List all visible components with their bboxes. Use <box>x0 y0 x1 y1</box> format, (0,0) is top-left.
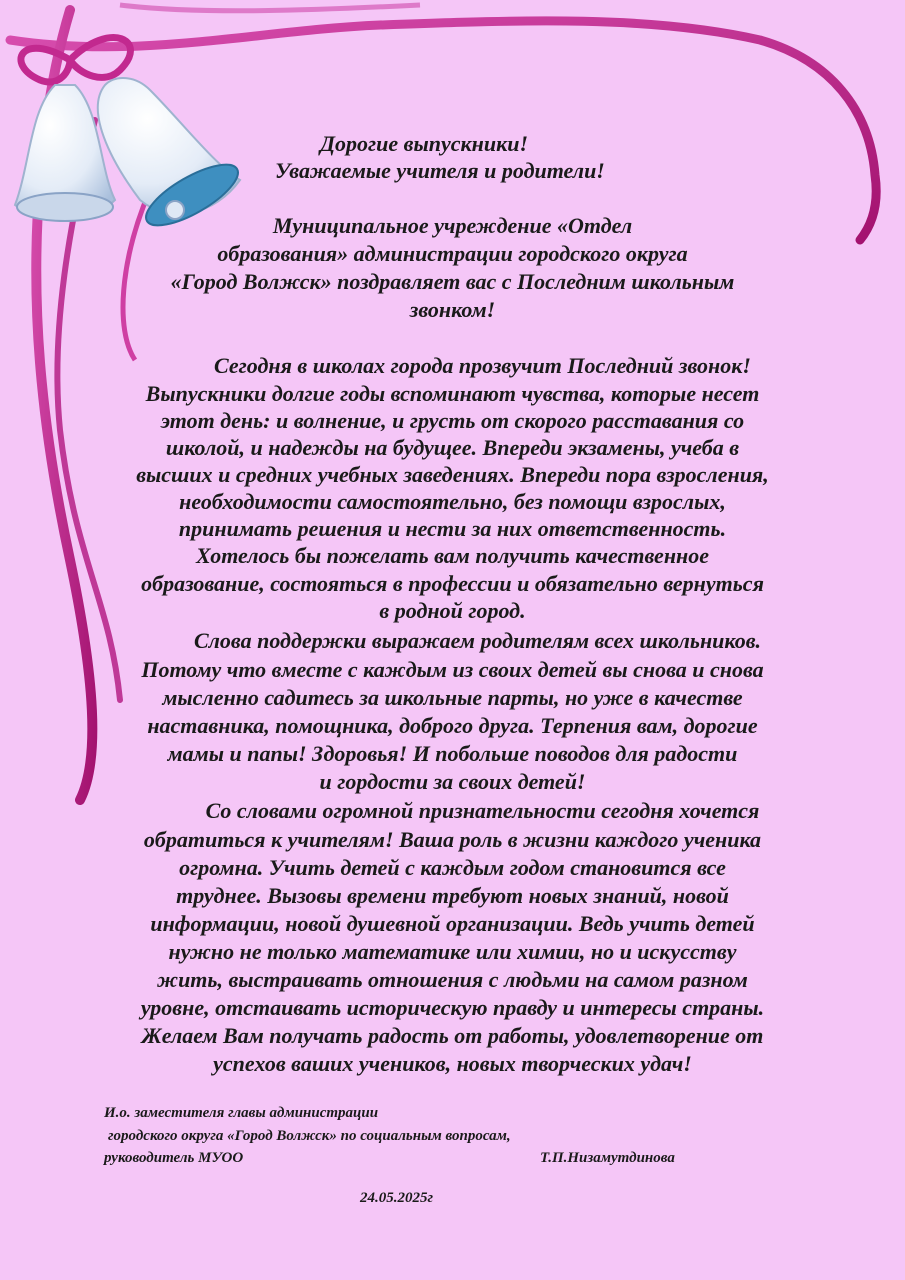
body-line: мысленно садитесь за школьные парты, но уже в качестве <box>162 685 743 710</box>
body-line: наставника, помощника, доброго друга. Терпения вам, дорогие <box>147 713 758 738</box>
signature-line-3: руководитель МУОО <box>104 1150 244 1166</box>
signature-line-1: И.о. заместителя главы администрации <box>104 1105 379 1121</box>
body-line: Сегодня в школах города прозвучит Последний звонок! <box>214 353 751 378</box>
body-line: образование, состояться в профессии и обязательно вернуться <box>141 571 764 596</box>
intro-line: образования» администрации городского округа <box>217 241 688 266</box>
body-line: нужно не только математике или химии, но и искусству <box>168 939 737 964</box>
intro-line: Муниципальное учреждение «Отдел <box>272 213 633 238</box>
body-line: информации, новой душевной организации. Ведь учить детей <box>150 911 755 936</box>
body-line: высших и средних учебных заведениях. Впереди пора взросления, <box>136 462 769 487</box>
greeting-line-1: Дорогие выпускники! <box>320 131 529 156</box>
intro-line: «Город Волжск» поздравляет вас с Последним школьным <box>170 269 735 294</box>
body-line: обратиться к учителям! Ваша роль в жизни каждого ученика <box>143 827 762 852</box>
body-line: Слова поддержки выражаем родителям всех школьников. <box>193 628 762 653</box>
body-line: принимать решения и нести за них ответственность. <box>178 516 727 541</box>
body-line: уровне, отстаивать историческую правду и интересы страны. <box>140 995 765 1020</box>
intro-line: звонком! <box>409 297 496 322</box>
body-line: мамы и папы! Здоровья! И побольше поводов для радости <box>167 741 738 766</box>
body-line: этот день: и волнение, и грусть от скорого расставания со <box>160 408 745 433</box>
body-line: Со словами огромной признательности сегодня хочется <box>205 798 760 823</box>
body-line: Хотелось бы пожелать вам получить качественное <box>195 543 710 568</box>
body-line: труднее. Вызовы времени требуют новых знаний, новой <box>176 883 729 908</box>
greeting-line-2: Уважаемые учителя и родители! <box>275 158 605 183</box>
body-line: в родной город. <box>379 598 526 623</box>
signature-line-2: городского округа «Город Волжск» по социальным вопросам, <box>108 1128 511 1144</box>
body-line: школой, и надежды на будущее. Впереди экзамены, учеба в <box>165 435 740 460</box>
signature-date: 24.05.2025г <box>360 1190 434 1206</box>
body-line: успехов ваших учеников, новых творческих удач! <box>213 1051 692 1076</box>
body-line: и гордости за своих детей! <box>319 769 586 794</box>
signature-name: Т.П.Низамутдинова <box>540 1150 675 1166</box>
body-line: огромна. Учить детей с каждым годом становится все <box>179 855 726 880</box>
body-line: Желаем Вам получать радость от работы, удовлетворение от <box>141 1023 764 1048</box>
body-line: жить, выстраивать отношения с людьми на самом разном <box>157 967 748 992</box>
body-line: Потому что вместе с каждым из своих детей вы снова и снова <box>141 657 764 682</box>
body-line: Выпускники долгие годы вспоминают чувства, которые несет <box>145 381 760 406</box>
body-line: необходимости самостоятельно, без помощи взрослых, <box>179 489 726 514</box>
